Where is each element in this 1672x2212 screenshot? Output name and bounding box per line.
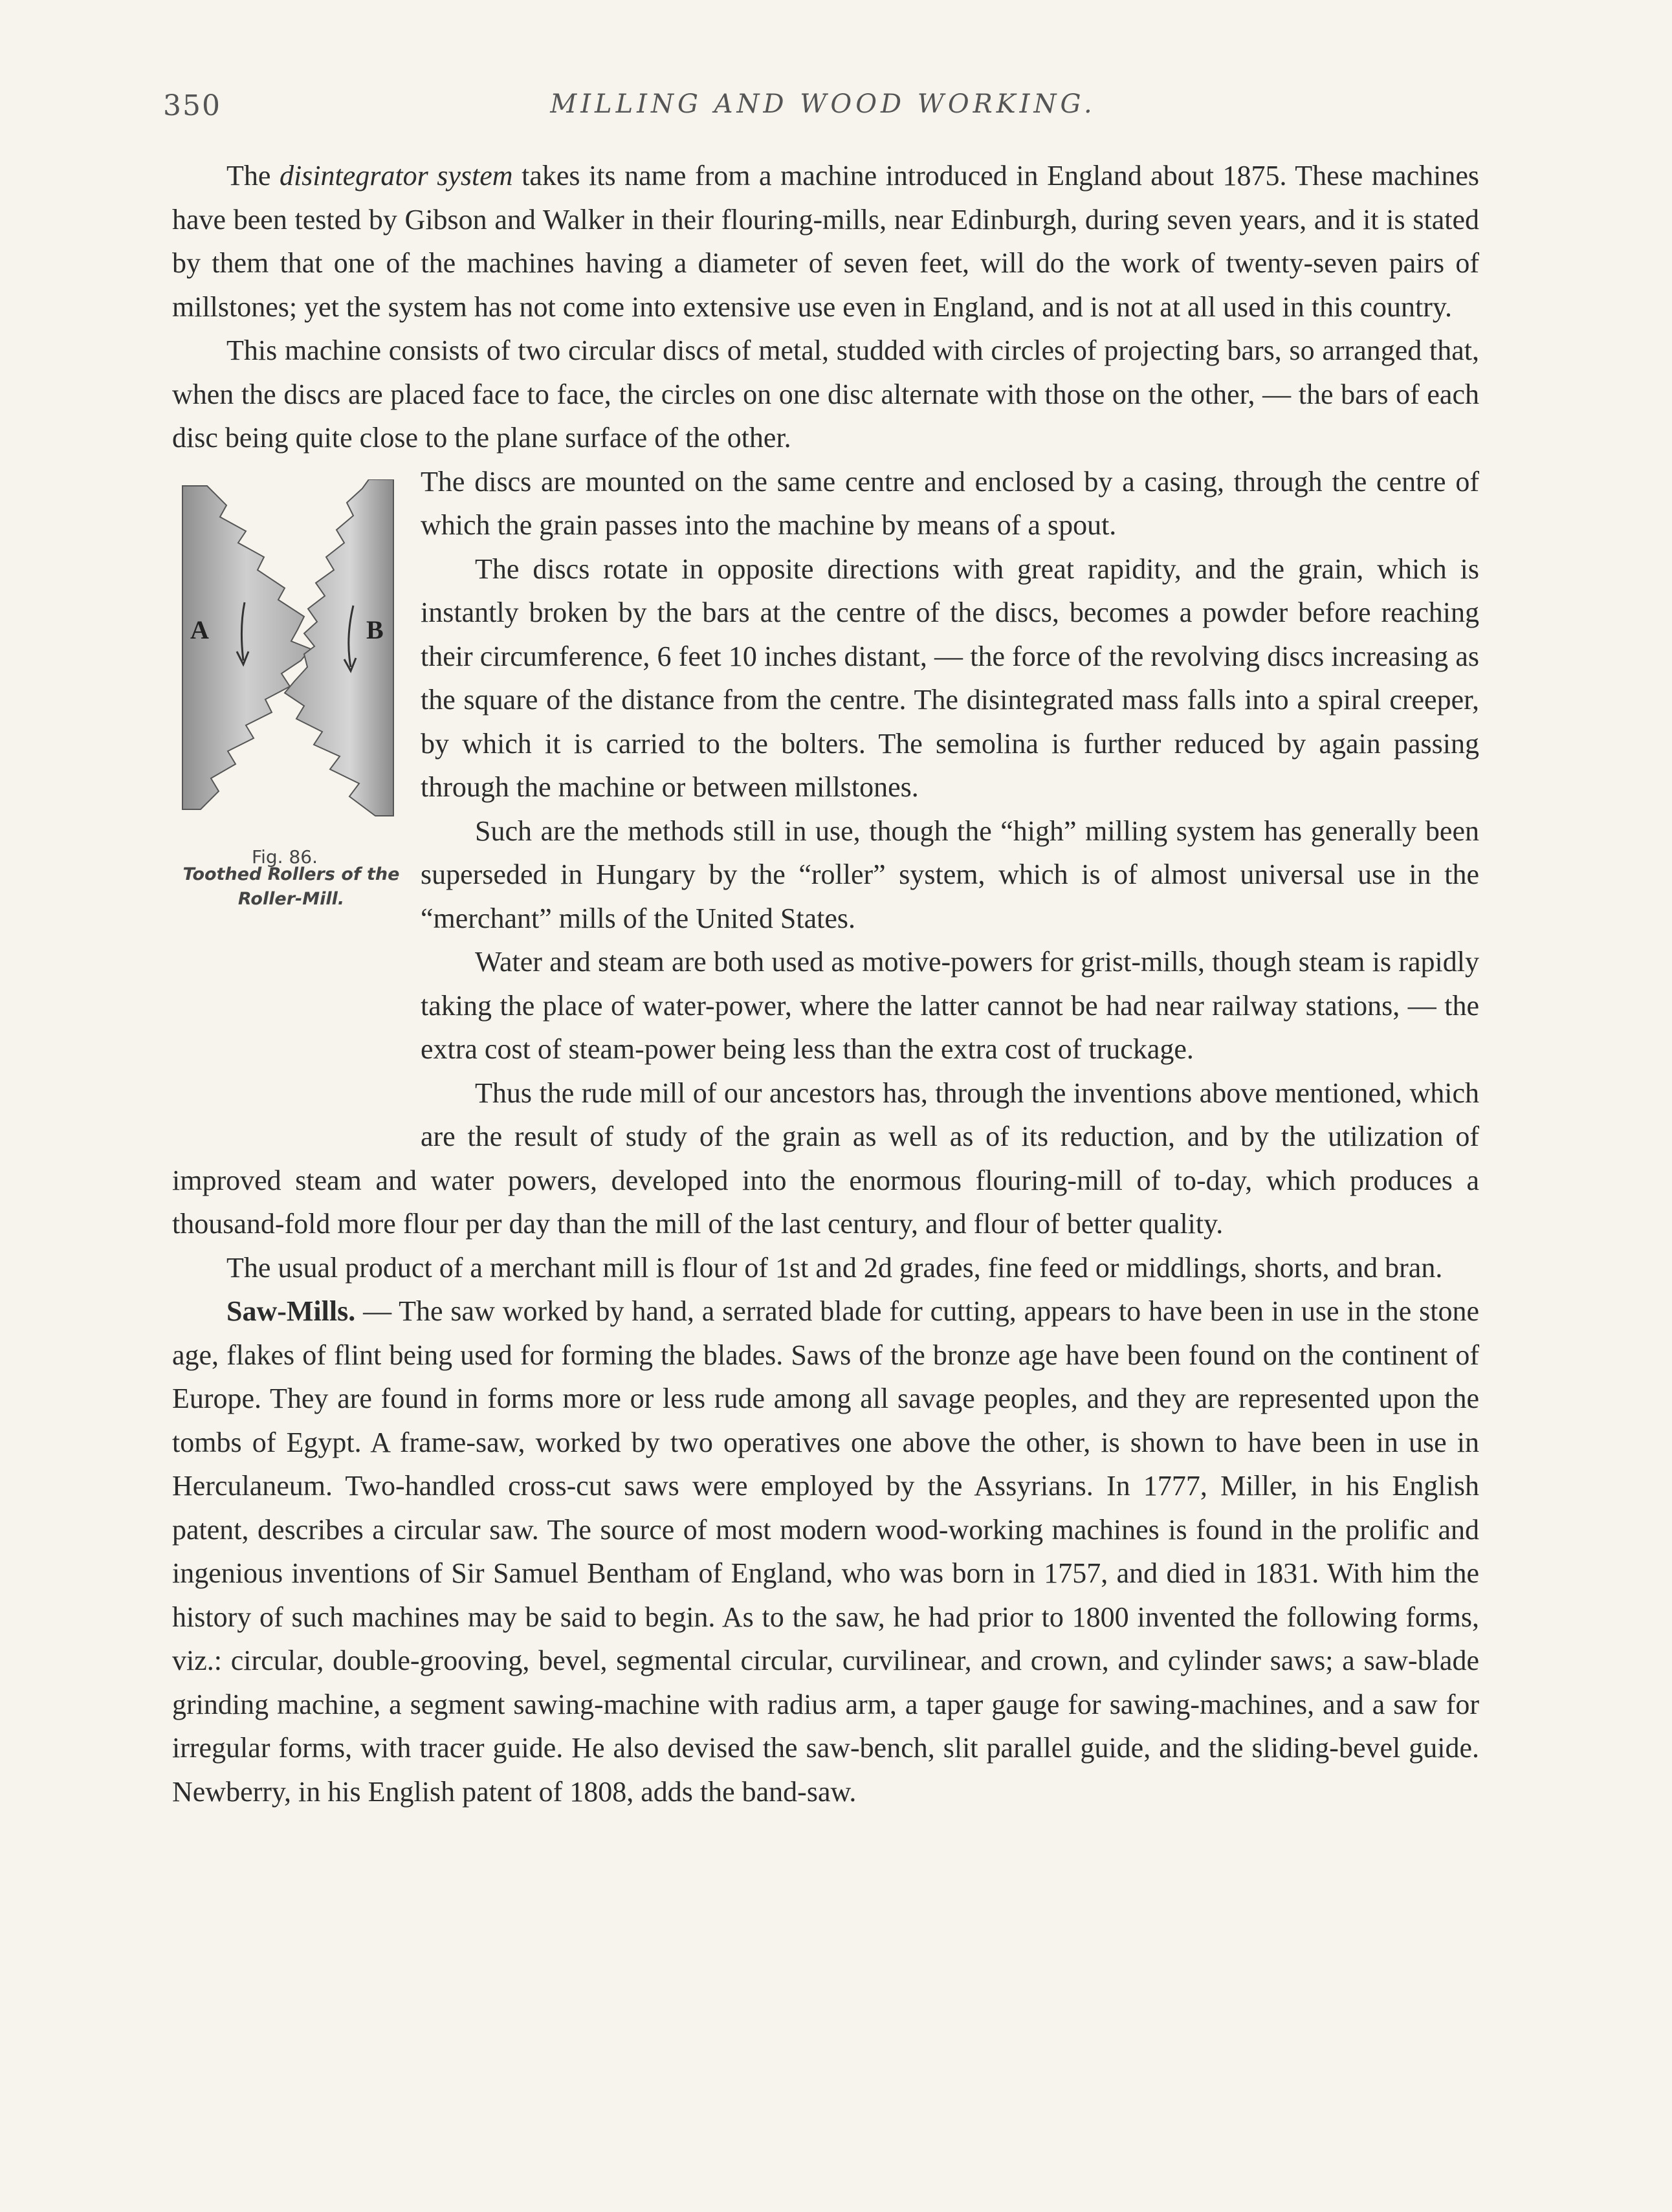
paragraph-text: takes its name from a machine introduced in England about 1875. These machines have been tested by Gibson and Walker in their flouring-mills, near Edinburgh, during seven years, and it is stated by them that one of the machines having a diameter of seven feet, will do the work of twenty-seven pairs of millstones; yet the system has not come into extensive use even in England, and is not at all used in this country.: [172, 160, 1479, 323]
figure-86: [168, 460, 414, 1120]
paragraph-motive-powers: Water and steam are both used as motive-powers for grist-mills, though steam is rapidly taking the place of water-power, where the latter cannot be had near railway stations, — the extra cost of steam-power being less than the extra cost of truckage.: [421, 946, 1479, 1065]
page-number: 350: [163, 89, 221, 122]
paragraph-disintegrator: [172, 154, 1479, 329]
page-header: [163, 89, 1483, 128]
paragraph-text: The: [226, 160, 280, 192]
paragraph-mounting: The discs are mounted on the same centre and enclosed by a casing, through the centre of which the grain passes into the machine by means of a spout.: [421, 465, 1479, 541]
label-a: A: [190, 615, 209, 644]
paragraph-product: The usual product of a merchant mill is flour of 1st and 2d grades, fine feed or middlings, shorts, and bran.: [226, 1251, 1443, 1284]
figure-number: Fig. 86.: [252, 846, 318, 868]
paragraph-discs: This machine consists of two circular discs of metal, studded with circles of projecting bars, so arranged that, when the discs are placed face to face, the circles on one disc alternate with those on the other, — the bars of each disc being quite close to the plane surface of the other.: [172, 334, 1479, 454]
page-body: [172, 154, 1479, 1813]
paragraph-rude-mill: Thus the rude mill of our ancestors has, through the inventions above mentioned, which are the result of study of the grain as well as of its reduction, and by the utilization of improved steam and water powers, developed into the enormous flouring-mill of to-day, which produces a thousand-fold more flour per day than the mill of the last century, and flour of better quality.: [172, 1077, 1479, 1240]
paragraph-saw-mills: [172, 1289, 1479, 1813]
italic-term: disintegrator system: [279, 160, 513, 192]
label-b: B: [366, 615, 384, 644]
paragraph-methods: Such are the methods still in use, though the “high” milling system has generally been superseded in Hungary by the “roller” system, which is of almost universal use in the “merchant” mills of the United States.: [421, 815, 1479, 934]
toothed-rollers-illustration: [181, 479, 395, 829]
figure-caption: Toothed Rollers of the Roller-Mill.: [182, 864, 400, 909]
section-heading-saw-mills: Saw-Mills.: [226, 1295, 356, 1327]
paragraph-rotation: The discs rotate in opposite directions with great rapidity, and the grain, which is instantly broken by the bars at the centre of the discs, becomes a powder before reaching their circumference, 6 feet 10 inches distant, — the force of the revolving discs increasing as the square of the distance from the centre. The disintegrated mass falls into a spiral creeper, by which it is carried to the bolters. The semolina is further reduced by again passing through the machine or between millstones.: [421, 553, 1479, 803]
running-head: MILLING AND WOOD WORKING.: [550, 89, 1096, 119]
roller-a-shape: [182, 486, 311, 809]
paragraph-text: — The saw worked by hand, a serrated blade for cutting, appears to have been in use in the stone age, flakes of flint being used for forming the blades. Saws of the bronze age have been found on the continent of Europe. They are found in forms more or less rude among all savage peoples, and they are represented upon the tombs of Egypt. A frame-saw, worked by two operatives one above the other, is shown to have been in use in Herculaneum. Two-handled cross-cut saws were employed by the Assyrians. In 1777, Miller, in his English patent, describes a circular saw. The source of most modern wood-working machines is found in the prolific and ingenious inventions of Sir Samuel Bentham of England, who was born in 1757, and died in 1831. With him the history of such machines may be said to begin. As to the saw, he had prior to 1800 invented the following forms, viz.: circular, double-grooving, bevel, segmental circular, curvilinear, and crown, and cylinder saws; a saw-blade grinding machine, a segment sawing-machine with radius arm, a taper gauge for sawing-machines, and a saw for irregular forms, with tracer guide. He also devised the saw-bench, slit parallel guide, and the sliding-bevel guide. Newberry, in his English patent of 1808, adds the band-saw.: [172, 1295, 1479, 1808]
